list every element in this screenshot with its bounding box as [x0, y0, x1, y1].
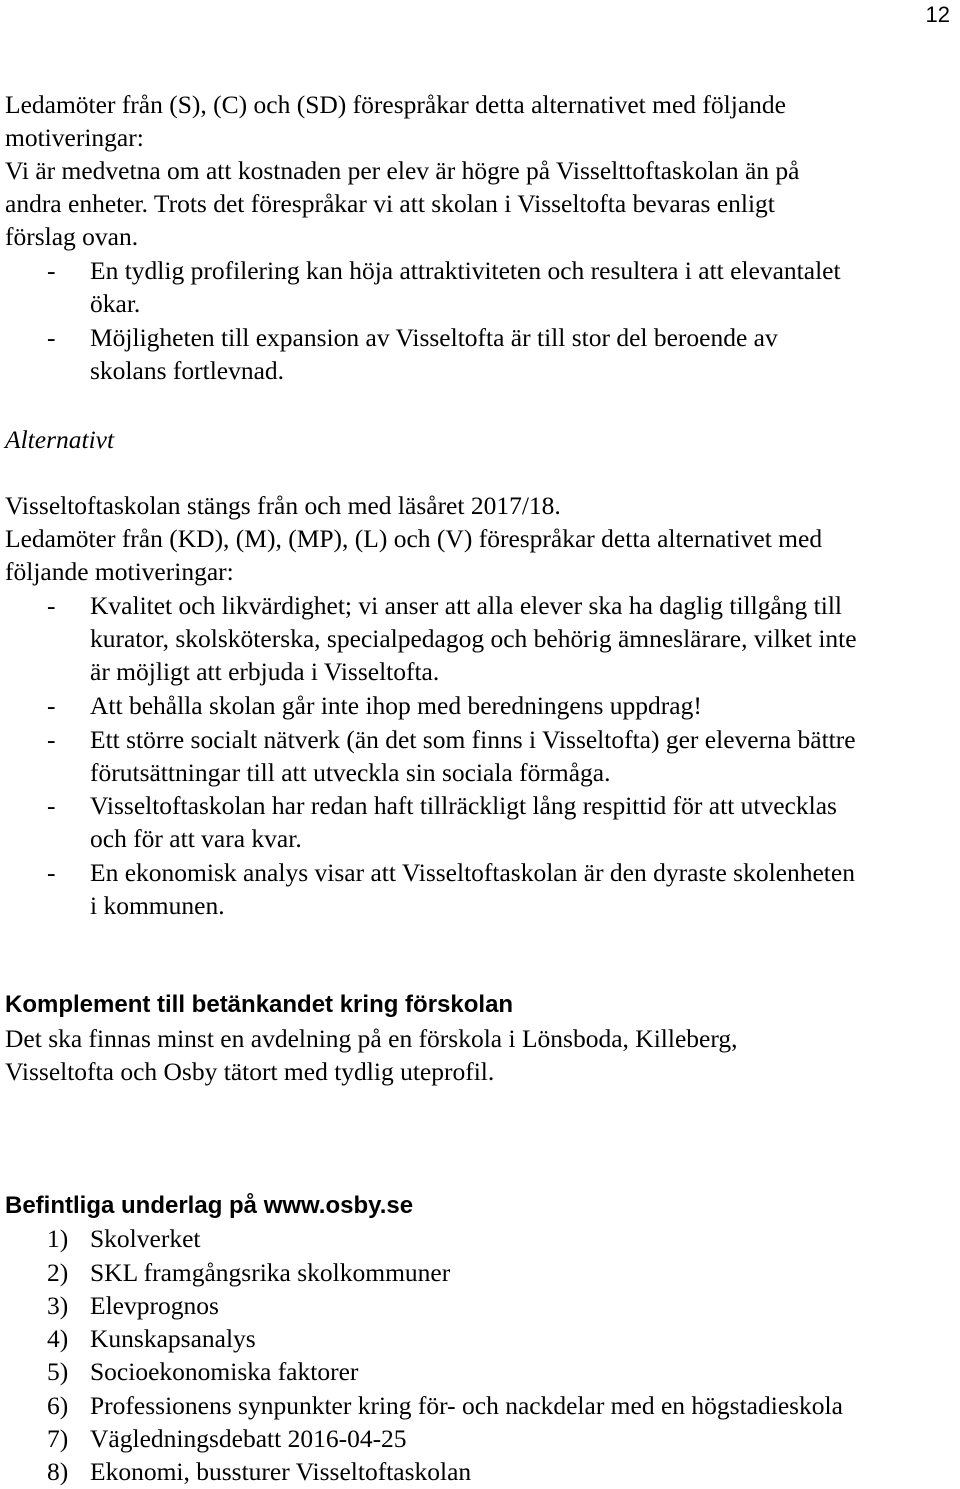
list-number: 8)	[47, 1457, 69, 1486]
bullet-line: En ekonomisk analys visar att Visseltoftaskolan är den dyraste skolenheten	[90, 858, 855, 887]
list-item: Kunskapsanalys	[90, 1324, 256, 1353]
bullet-line: ökar.	[90, 289, 141, 318]
bullet-dash: -	[47, 256, 56, 285]
bullet-dash: -	[47, 691, 56, 720]
list-item: Professionens synpunkter kring för- och nackdelar med en högstadieskola	[90, 1391, 843, 1420]
section-heading: Befintliga underlag på www.osby.se	[5, 1192, 414, 1219]
bullet-line: i kommunen.	[90, 891, 225, 920]
list-number: 7)	[47, 1424, 69, 1453]
list-item: Vägledningsdebatt 2016-04-25	[90, 1424, 407, 1453]
list-item: Elevprognos	[90, 1291, 219, 1320]
paragraph-line: Det ska finnas minst en avdelning på en förskola i Lönsboda, Killeberg,	[5, 1024, 738, 1053]
bullet-line: Att behålla skolan går inte ihop med beredningens uppdrag!	[90, 691, 702, 720]
bullet-dash: -	[47, 591, 56, 620]
bullet-dash: -	[47, 858, 56, 887]
paragraph-line: Visseltofta och Osby tätort med tydlig uteprofil.	[5, 1057, 495, 1086]
bullet-line: kurator, skolsköterska, specialpedagog och behörig ämneslärare, vilket inte	[90, 624, 857, 653]
bullet-line: är möjligt att erbjuda i Visseltofta.	[90, 657, 440, 686]
page-number: 12	[925, 2, 950, 27]
paragraph-line: Vi är medvetna om att kostnaden per elev är högre på Visselttoftaskolan än på	[5, 156, 800, 185]
list-item: Socioekonomiska faktorer	[90, 1357, 359, 1386]
list-number: 1)	[47, 1224, 69, 1253]
paragraph-line: Ledamöter från (S), (C) och (SD) förespråkar detta alternativet med följande	[5, 90, 786, 119]
list-number: 6)	[47, 1391, 69, 1420]
bullet-line: Ett större socialt nätverk (än det som finns i Visseltofta) ger eleverna bättre	[90, 725, 856, 754]
bullet-dash: -	[47, 791, 56, 820]
paragraph-line: förslag ovan.	[5, 222, 139, 251]
bullet-dash: -	[47, 323, 56, 352]
bullet-line: Visseltoftaskolan har redan haft tillräckligt lång respittid för att utvecklas	[90, 791, 837, 820]
list-number: 5)	[47, 1357, 69, 1386]
bullet-line: och för att vara kvar.	[90, 824, 302, 853]
bullet-line: Möjligheten till expansion av Visseltofta är till stor del beroende av	[90, 323, 778, 352]
paragraph-line: följande motiveringar:	[5, 557, 234, 586]
bullet-line: förutsättningar till att utveckla sin sociala förmåga.	[90, 758, 611, 787]
paragraph-line: Ledamöter från (KD), (M), (MP), (L) och (V) förespråkar detta alternativet med	[5, 524, 823, 553]
bullet-line: En tydlig profilering kan höja attraktiviteten och resultera i att elevantalet	[90, 256, 841, 285]
list-item: Ekonomi, bussturer Visseltoftaskolan	[90, 1457, 472, 1486]
bullet-dash: -	[47, 725, 56, 754]
list-number: 2)	[47, 1258, 69, 1287]
list-item: Skolverket	[90, 1224, 201, 1253]
list-number: 4)	[47, 1324, 69, 1353]
bullet-line: skolans fortlevnad.	[90, 356, 285, 385]
paragraph-line: andra enheter. Trots det förespråkar vi att skolan i Visseltofta bevaras enligt	[5, 189, 775, 218]
list-item: SKL framgångsrika skolkommuner	[90, 1258, 451, 1287]
list-number: 3)	[47, 1291, 69, 1320]
alternative-heading: Alternativt	[5, 425, 115, 454]
paragraph-line: motiveringar:	[5, 123, 144, 152]
section-heading: Komplement till betänkandet kring förskolan	[5, 991, 514, 1018]
bullet-line: Kvalitet och likvärdighet; vi anser att alla elever ska ha daglig tillgång till	[90, 591, 843, 620]
alternative-statement: Visseltoftaskolan stängs från och med läsåret 2017/18.	[5, 491, 561, 520]
